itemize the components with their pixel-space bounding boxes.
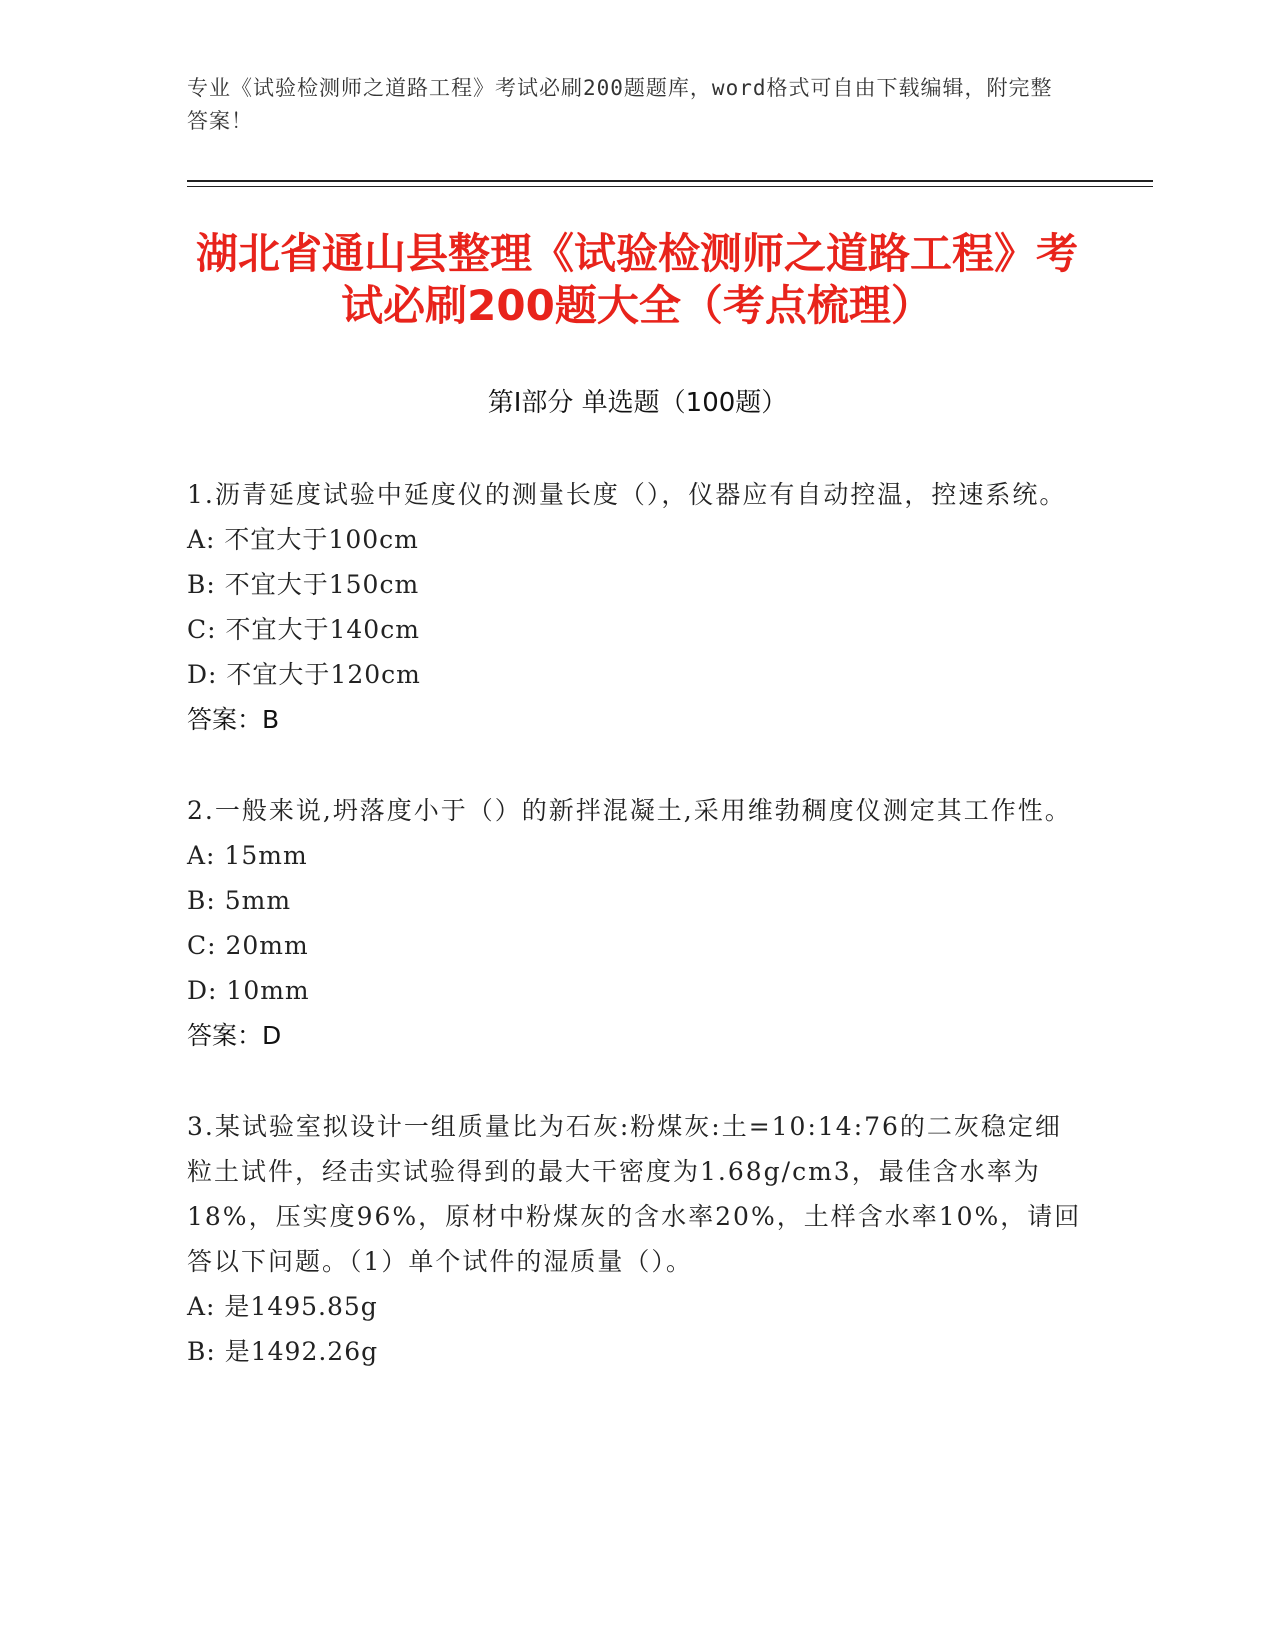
answer: 答案：B [187, 705, 280, 734]
header-note: 专业《试验检测师之道路工程》考试必刷200题题库，word格式可自由下载编辑，附完整答案！ [187, 76, 1053, 133]
option-b: B: 是1492.26g [187, 1337, 379, 1366]
question-stem: 3.某试验室拟设计一组质量比为石灰:粉煤灰:土=10:14:76的二灰稳定细粒土试件，经击实试验得到的最大干密度为1.68g/cm3，最佳含水率为18%，压实度96%，原材中粉煤灰的含水率20%，土样含水率10%，请回答以下问题。（1）单个试件的湿质量（）。 [187, 1112, 1082, 1276]
document-title: 湖北省通山县整理《试验检测师之道路工程》考试必刷200题大全（考点梳理） [195, 229, 1078, 330]
header-divider-thin [187, 186, 1153, 187]
answer: 答案：D [187, 1021, 282, 1050]
question-3 [187, 1104, 1087, 1374]
option-a: A: 是1495.85g [187, 1292, 378, 1321]
option-b: B: 5mm [187, 886, 292, 915]
option-c: C: 20mm [187, 931, 309, 960]
option-d: D: 不宜大于120cm [187, 660, 421, 689]
question-spacer [187, 1058, 1087, 1104]
question-spacer [187, 742, 1087, 788]
question-stem: 1.沥青延度试验中延度仪的测量长度（），仪器应有自动控温，控速系统。 [187, 480, 1067, 509]
option-a: A: 不宜大于100cm [187, 525, 419, 554]
question-stem: 2.一般来说,坍落度小于（）的新拌混凝土,采用维勃稠度仪测定其工作性。 [187, 796, 1072, 825]
question-list [187, 472, 1087, 1374]
option-c: C: 不宜大于140cm [187, 615, 420, 644]
section-heading: 第I部分 单选题（100题） [487, 388, 788, 418]
option-a: A: 15mm [187, 841, 308, 870]
header-divider [187, 180, 1153, 182]
question-2 [187, 788, 1087, 1058]
option-b: B: 不宜大于150cm [187, 570, 420, 599]
option-d: D: 10mm [187, 976, 310, 1005]
question-1 [187, 472, 1087, 742]
